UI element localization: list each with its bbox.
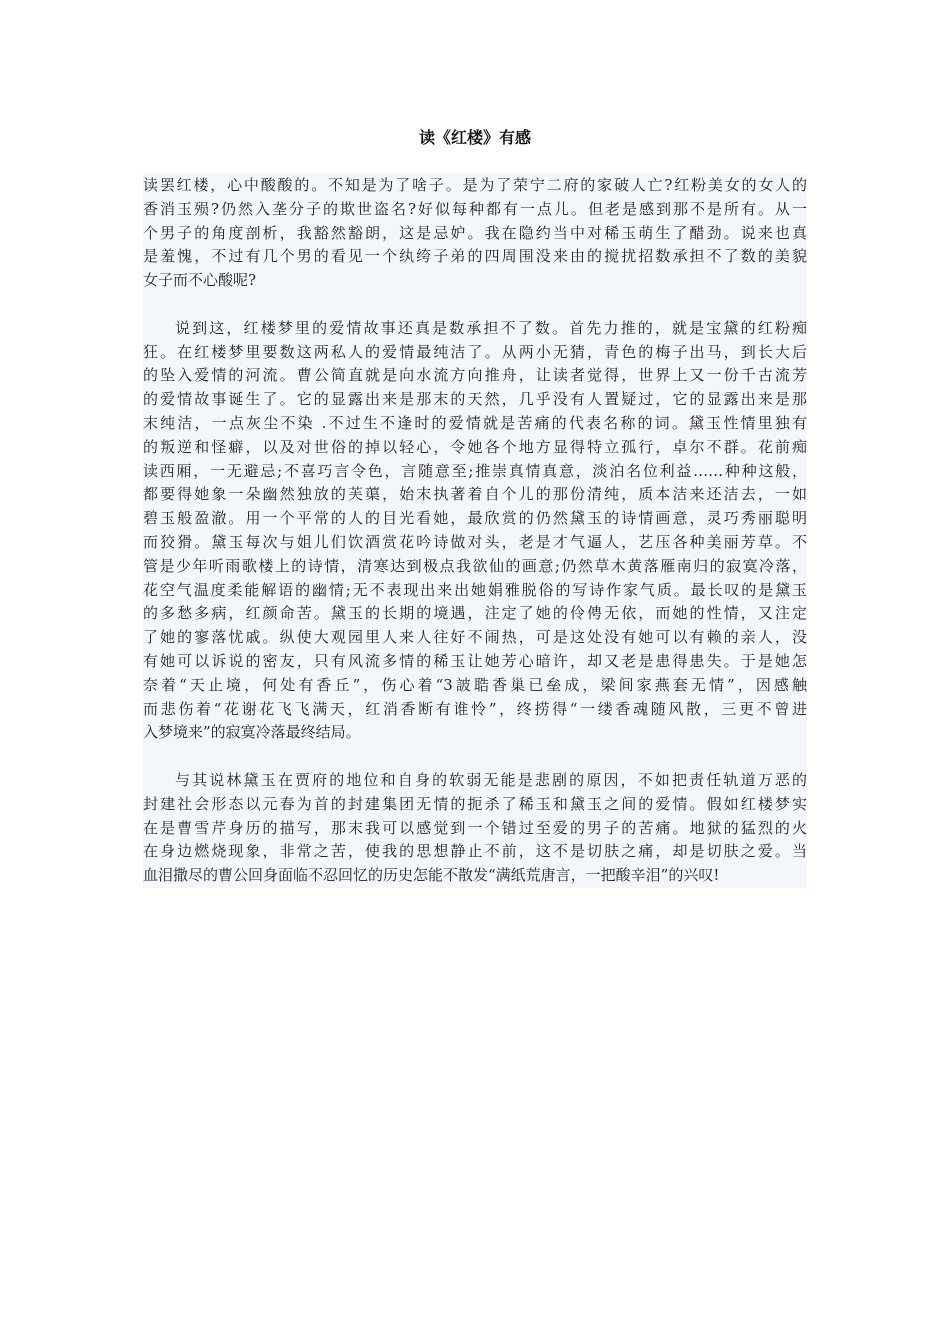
paragraph-3: [143, 769, 807, 888]
text-line: 读罢红楼，心中酸酸的。不知是为了啥子。是为了荣宁二府的家破人亡?红粉美女的女人的: [143, 176, 807, 194]
paragraph-gap: [143, 745, 807, 769]
paragraph-1: [143, 174, 807, 293]
paragraph-2: [143, 317, 807, 745]
text-line: 狂。在红楼梦里要数这两私人的爱情最纯洁了。从两小无猜，青色的梅子出马，到长大后: [143, 342, 807, 361]
text-line: 而悲伤着“花谢花飞飞满天，红消香断有谁怜”，终捞得“一缕香魂随风散，三更不曾进: [143, 699, 807, 718]
text-line: 而狡猾。黛玉每次与姐儿们饮酒赏花吟诗做对头，老是才气逼人，艺压各种美丽芳草。不: [143, 532, 807, 551]
text-line: 碧玉般盈澈。用一个平常的人的目光看她，最欣赏的仍然黛玉的诗情画意，灵巧秀丽聪明: [143, 509, 807, 528]
text-line: 管是少年听雨歌楼上的诗情，清寒达到极点我欲仙的画意;仍然草木黄落雁南归的寂寞冷落，: [143, 556, 807, 575]
text-line: 读西厢，一无避忌;不喜巧言令色，言随意至;推崇真情真意，淡泊名位利益……种种这般，: [143, 461, 807, 480]
text-line: 奈着“天止境，何处有香丘”，伤心着“3詖聕香巢已垒成，梁间家燕套无情”，因感触: [143, 675, 807, 694]
document-body: [143, 174, 807, 888]
text-line: 末纯洁，一点灰尘不染 .不过生不逢时的爱情就是苦痛的代表名称的词。黛玉性情里独有: [143, 413, 807, 432]
text-line: 都要得她象一朵幽然独放的芙蕖，始末执著着自个儿的那份清纯，质本洁来还洁去，一如: [143, 485, 807, 504]
text-line: 有她可以诉说的密友，只有风流多情的稀玉让她芳心暗许，却又老是患得患失。于是她怎: [143, 651, 807, 670]
text-line: 女子而不心酸呢?: [143, 271, 257, 290]
text-line: 的多愁多病，红颜命苦。黛玉的长期的境遇，注定了她的伶俜无依，而她的性情，又注定: [143, 604, 807, 623]
text-line: 的叛逆和怪癖，以及对世俗的掉以轻心，令她各个地方显得特立孤行，卓尔不群。花前痴: [143, 437, 807, 456]
document-title: 读《红楼》有感: [418, 128, 531, 147]
text-line: 血泪撒尽的曹公回身面临不忍回忆的历史怎能不散发“满纸荒唐言，一把酸辛泪”的兴叹!: [143, 866, 720, 885]
text-line: 说到这，红楼梦里的爱情故事还真是数承担不了数。首先力推的，就是宝黛的红粉痴: [175, 318, 807, 337]
text-line: 的坠入爱情的河流。曹公简直就是向水流方向推舟，让读者觉得，世界上又一份千古流芳: [143, 366, 807, 385]
paragraph-gap: [143, 293, 807, 317]
text-line: 在身边燃烧现象，非常之苦，使我的思想静止不前，这不是切肤之痛，却是切肤之爱。当: [143, 842, 807, 861]
text-line: 的爱情故事诞生了。它的显露出来是那末的天然，几乎没有人置疑过，它的显露出来是那: [143, 390, 807, 409]
text-line: 入梦境来”的寂寞冷落最终结局。: [143, 723, 361, 742]
text-line: 是羞愧，不过有几个男的看见一个纨绔子弟的四周围没来由的搅扰招数承担不了数的美貌: [143, 247, 807, 266]
text-line: 封建社会形态以元春为首的封建集团无情的扼杀了稀玉和黛玉之间的爱情。假如红楼梦实: [143, 794, 807, 813]
text-line: 花空气温度柔能解语的幽情;无不表现出来出她娟雅脱俗的写诗作家气质。最长叹的是黛玉: [143, 580, 807, 599]
text-line: 与其说林黛玉在贾府的地位和自身的软弱无能是悲剧的原因，不如把责任轨道万恶的: [175, 770, 807, 789]
text-line: 香消玉殒?仍然入垄分子的欺世盗名?好似每种都有一点儿。但老是感到那不是所有。从一: [143, 199, 807, 218]
text-line: 了她的寥落忧戚。纵使大观园里人来人往好不闹热，可是这处没有她可以有赖的亲人，没: [143, 628, 807, 647]
text-line: 个男子的角度剖析，我豁然豁朗，这是忌妒。我在隐约当中对稀玉萌生了醋劲。说来也真: [143, 223, 807, 242]
text-line: 在是曹雪芹身历的描写，那末我可以感觉到一个错过至爱的男子的苦痛。地狱的猛烈的火: [143, 818, 807, 837]
